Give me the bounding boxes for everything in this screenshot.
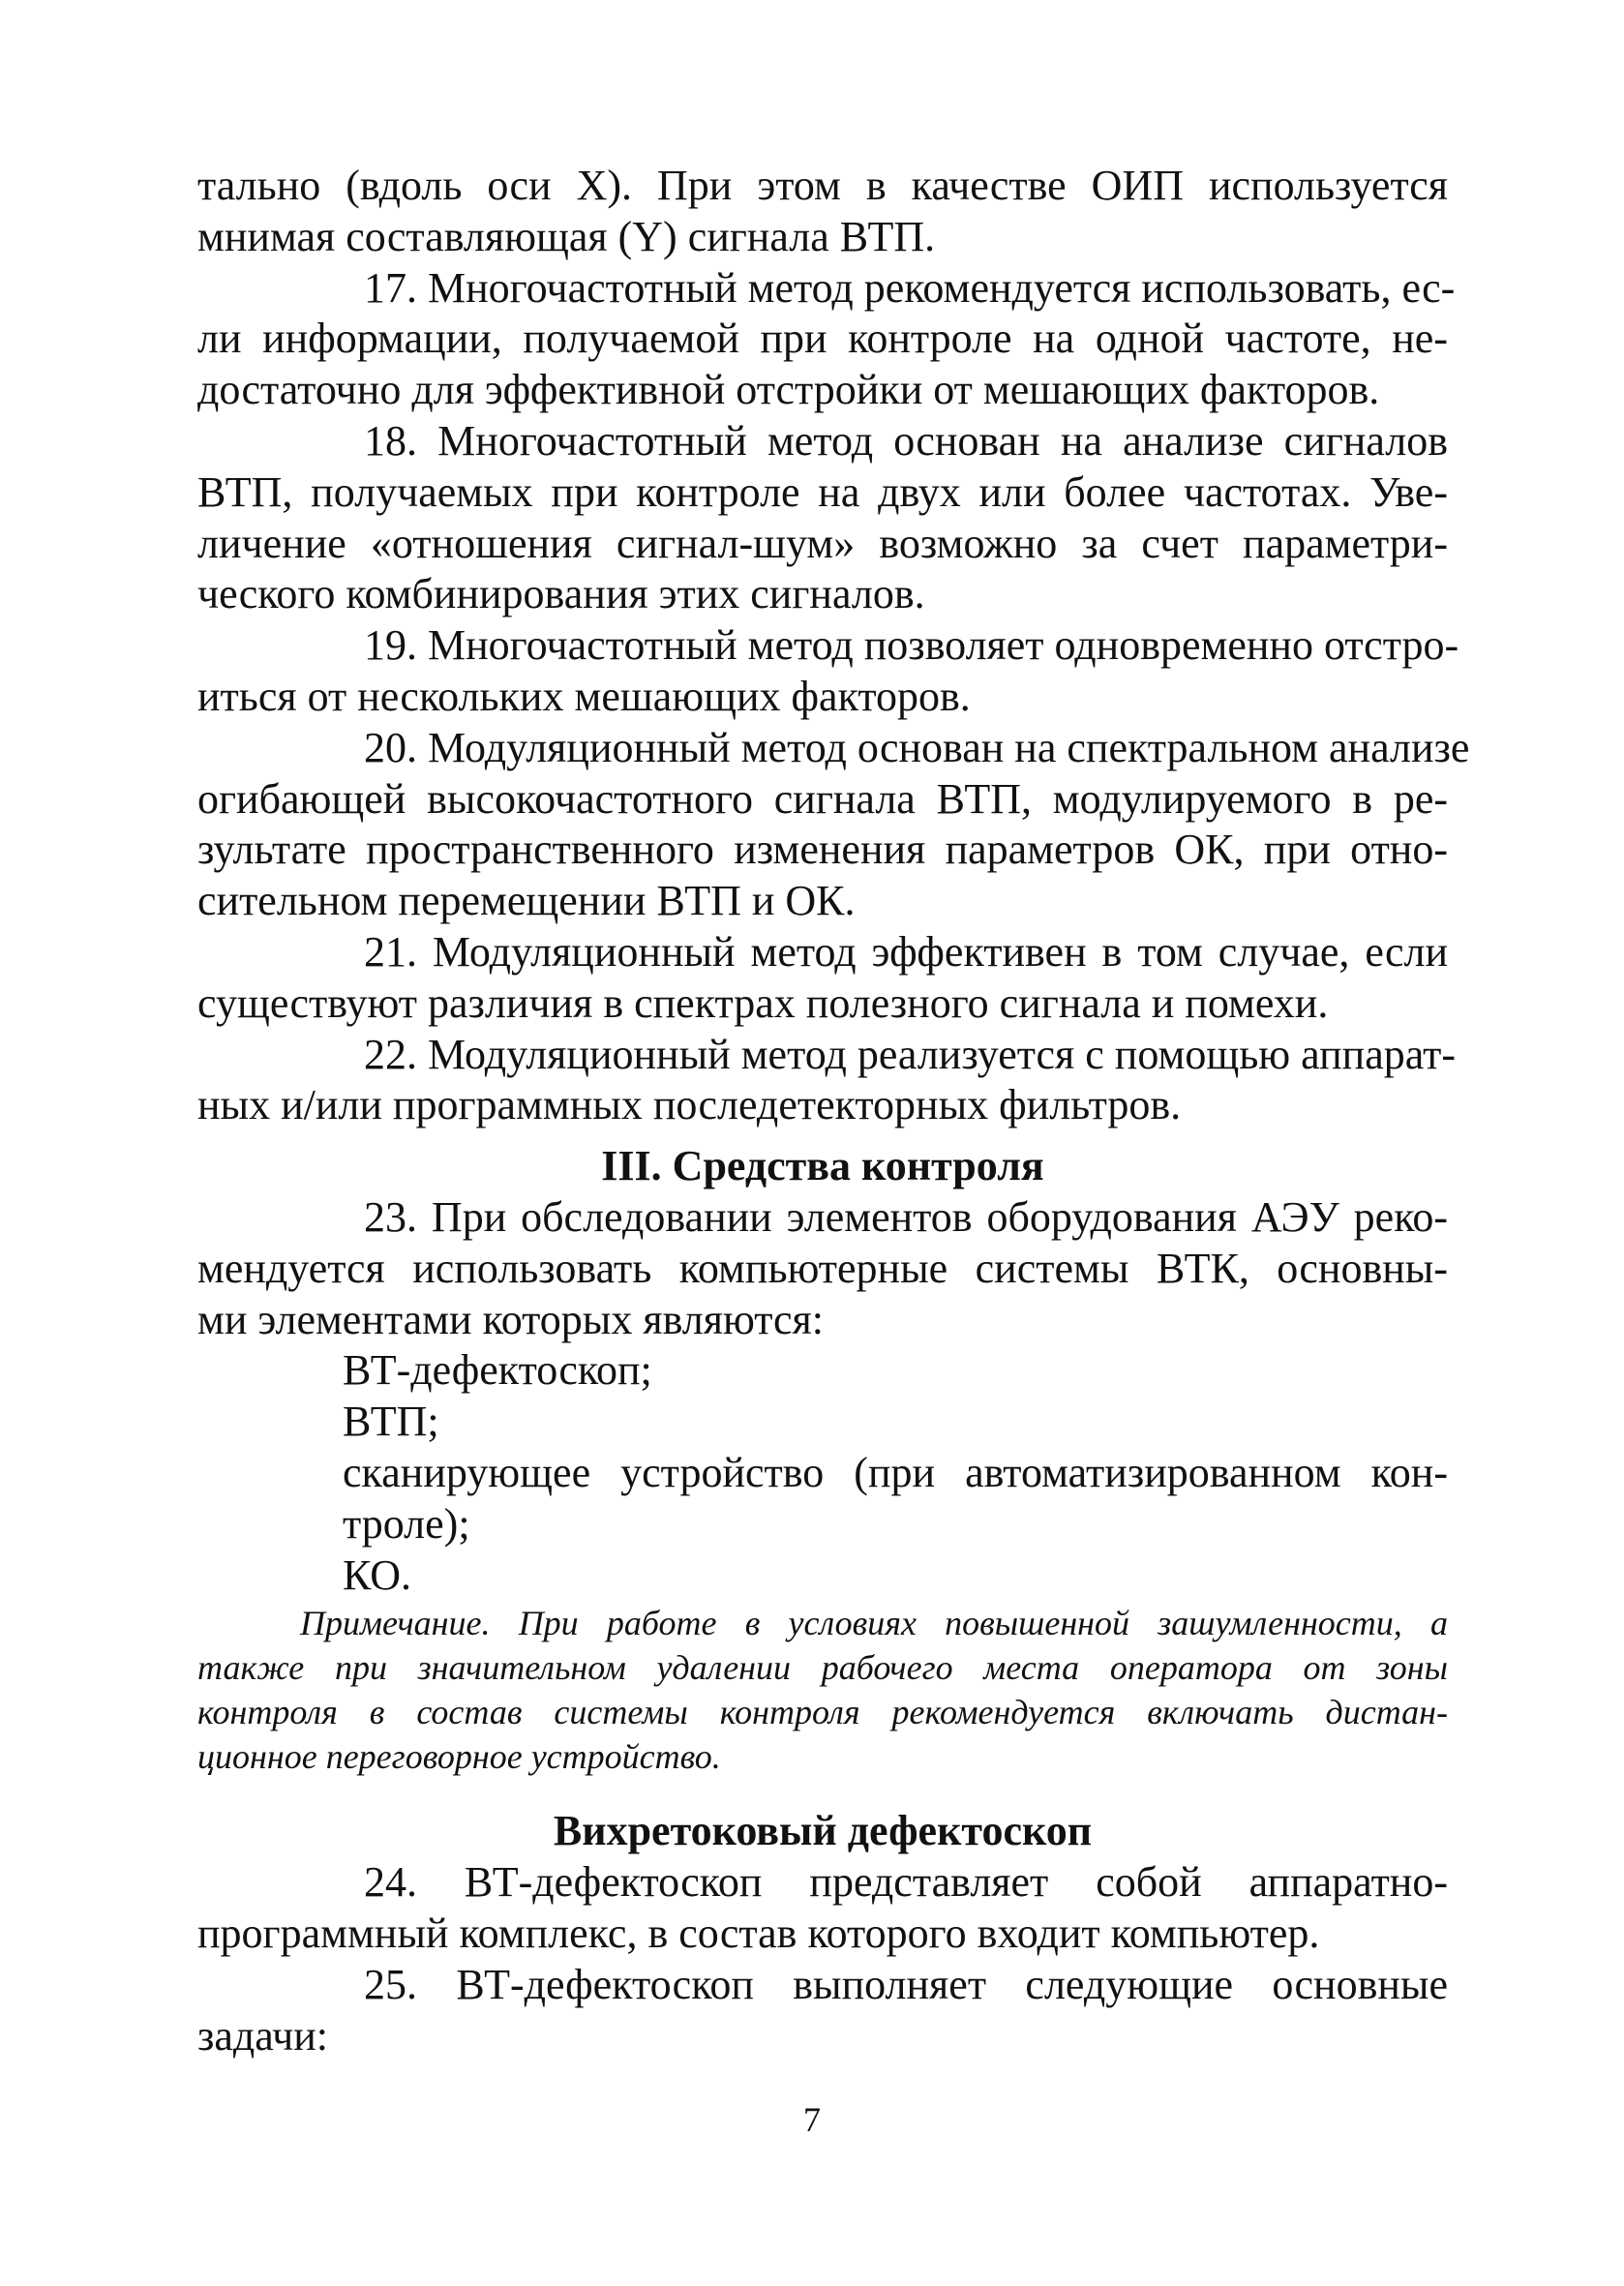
note-line: также при значительном удалении рабочего места оператора от зоны: [197, 1648, 1448, 1688]
paragraph-24-line: 24. ВТ-дефектоскоп представляет собой аппаратно-: [364, 1858, 1448, 1907]
text-line: достаточно для эффективной отстройки от мешающих факторов.: [197, 366, 1380, 414]
paragraph-23-line: 23. При обследовании элементов оборудования АЭУ реко-: [364, 1192, 1448, 1241]
text-line: ческого комбинирования этих сигналов.: [197, 570, 925, 618]
text-line: ли информации, получаемой при контроле на одной частоте, не-: [197, 315, 1448, 363]
note-block: [197, 1601, 1448, 1779]
text-line: существуют различия в спектрах полезного сигнала и помехи.: [197, 978, 1329, 1027]
paragraph-25-line: 25. ВТ-дефектоскоп выполняет следующие основные: [364, 1960, 1448, 2008]
spacer: [197, 1131, 1448, 1141]
paragraph-21-line: 21. Модуляционный метод эффективен в том случае, если: [364, 927, 1448, 976]
paragraph-17-line: 17. Многочастотный метод рекомендуется использовать, ес-: [364, 263, 1456, 312]
page-body: [197, 161, 1470, 2061]
text-line: задачи:: [197, 2011, 328, 2060]
paragraph-20-line: 20. Модуляционный метод основан на спектральном анализе: [364, 723, 1470, 771]
spacer: [197, 1779, 1448, 1806]
note-line: Примечание. При работе в условиях повышенной зашумленности, а: [300, 1604, 1448, 1643]
text-line: тально (вдоль оси X). При этом в качестве ОИП используется: [197, 162, 1448, 209]
text-line: личение «отношения сигнал-шум» возможно за счет параметри-: [197, 519, 1448, 567]
text-line: ных и/или программных последетекторных фильтров.: [197, 1081, 1182, 1129]
list-item: ВТ-дефектоскоп;: [343, 1346, 652, 1395]
subsection-heading: Вихретоковый дефектоскоп: [553, 1807, 1093, 1855]
section-heading: III. Средства контроля: [601, 1142, 1044, 1190]
list-item: КО.: [343, 1550, 412, 1599]
note-line: ционное переговорное устройство.: [197, 1737, 721, 1777]
paragraph-19-line: 19. Многочастотный метод позволяет одновременно отстро-: [364, 621, 1459, 670]
component-list: [197, 1345, 1448, 1601]
list-item: троле);: [343, 1499, 470, 1548]
text-line: ВТП, получаемых при контроле на двух или более частотах. Уве-: [197, 467, 1448, 516]
paragraph-22-line: 22. Модуляционный метод реализуется с помощью аппарат-: [364, 1030, 1457, 1078]
paragraph-18-line: 18. Многочастотный метод основан на анализе сигналов: [364, 416, 1448, 465]
list-item: ВТП;: [343, 1398, 439, 1446]
text-line: мнимая составляющая (Y) сигнала ВТП.: [197, 212, 936, 260]
text-line: зультате пространственного изменения параметров ОК, при отно-: [197, 826, 1448, 874]
text-line: программный комплекс, в состав которого входит компьютер.: [197, 1909, 1320, 1957]
text-line: мендуется использовать компьютерные системы ВТК, основны-: [197, 1244, 1448, 1292]
note-line: контроля в состав системы контроля рекомендуется включать дистан-: [197, 1693, 1448, 1732]
text-line: огибающей высокочастотного сигнала ВТП, модулируемого в ре-: [197, 774, 1448, 823]
text-line: сительном перемещении ВТП и ОК.: [197, 877, 856, 925]
list-item: сканирующее устройство (при автоматизированном кон-: [343, 1448, 1448, 1496]
page-number: 7: [803, 2100, 821, 2139]
text-line: ми элементами которых являются:: [197, 1295, 825, 1343]
text-line: иться от нескольких мешающих факторов.: [197, 672, 971, 720]
